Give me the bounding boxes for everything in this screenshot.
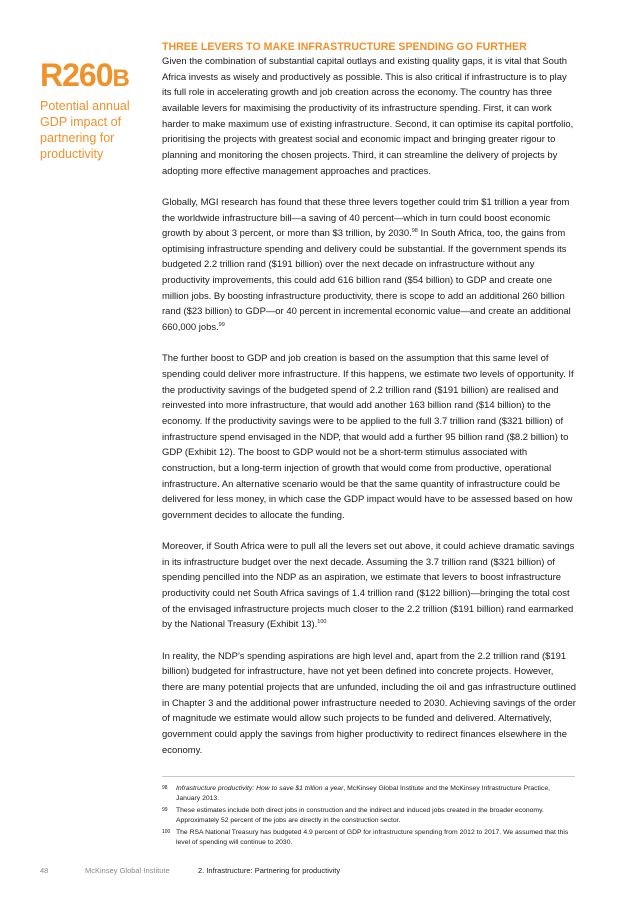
- footnote-ref-99: 99: [218, 322, 225, 329]
- paragraph-4: [162, 539, 576, 633]
- footnote-divider: [162, 776, 575, 777]
- callout-caption: Potential annual GDP impact of partnering for productivity: [40, 99, 130, 161]
- footnote-number: 100: [162, 828, 171, 835]
- paragraph-2-part-1: Globally, MGI research has found that these three levers together could trim $1 trillion a year from the worldwide infrastructure bill—a saving of 40 percent—which in turn could boost economic growth by about 3 percent, or more than $3 trillion, by 2030.: [162, 196, 570, 240]
- footer-organization: McKinsey Global Institute: [85, 866, 170, 875]
- paragraph-5: In reality, the NDP’s spending aspirations are high level and, apart from the 2.2 trillion rand ($191 billion) budgeted for infrastructure, have not yet been defined into concrete projects. However, there are many potential projects that are unfunded, including the oil and gas infrastructure outlined in Chapter 3 and the additional power infrastructure needed to 2030. Achieving savings of the order of magnitude we estimate would allow such projects to be funded and delivered. Alternatively, government could apply the savings from higher productivity to redirect finances elsewhere in the economy.: [162, 650, 576, 756]
- footnote-number: 98: [162, 785, 168, 791]
- section-heading: THREE LEVERS TO MAKE INFRASTRUCTURE SPENDING GO FURTHER: [162, 41, 527, 53]
- footnote-98: [162, 784, 576, 805]
- callout-value: R260: [40, 57, 113, 93]
- footnote-99: [162, 806, 576, 827]
- footnote-text: These estimates include both direct jobs in construction and the indirect and induced jobs created in the broader economy. Approximately 52 percent of the jobs are directly in the construction sector.: [176, 806, 544, 825]
- footnote-text: , McKinsey Global Institute and the McKinsey Infrastructure Practice, January 2013.: [176, 785, 550, 803]
- paragraph-2-part-2: In South Africa, too, the gains from optimising infrastructure spending and delivery could be substantial. If the government spends its budgeted 2.2 trillion rand ($191 billion) over the next decade on infrastructure without any productivity improvements, this could add 616 billion rand ($54 billion) to GDP and create one million jobs. By boosting infrastructure productivity, there is scope to add an additional 260 billion rand ($23 billion) to GDP—or 40 percent in incremental economic value—and create an additional 660,000 jobs.: [162, 228, 571, 334]
- paragraph-1: Given the combination of substantial capital outlays and existing quality gaps, it is vital that South Africa invests as wisely and productively as possible. This is also critical if infrastructure is to play its full role in accelerating growth and job creation across the economy. The country has three available levers for maximising the productivity of its infrastructure spending. First, it can work harder to make maximum use of existing infrastructure. Second, it can optimise its capital portfolio, prioritising the projects with greatest social and economic impact and bringing greater rigour to planning and monitoring the chosen projects. Third, it can streamline the delivery of projects by adopting more effective management approaches and practices.: [162, 56, 574, 177]
- main-content: [162, 40, 576, 774]
- sidebar-callout: [40, 58, 150, 162]
- callout-figure: [40, 58, 150, 96]
- footnote-ref-98: 98: [411, 228, 418, 235]
- footnote-text: The RSA National Treasury has budgeted 4.9 percent of GDP for infrastructure spending from 2012 to 2017. We assumed that this level of spending will continue to 2030.: [176, 828, 569, 847]
- page-number: 48: [40, 866, 49, 875]
- footnote-ref-100: 100: [317, 619, 327, 626]
- paragraph-4-text: Moreover, if South Africa were to pull all the levers set out above, it could achieve dramatic savings in its infrastructure budget over the next decade. Assuming the 3.7 trillion rand ($321 billion) of spending pencilled into the NDP as an aspiration, we estimate that levers to boost infrastructure productivity could net South Africa savings of 1.4 trillion rand ($122 billion)—bringing the total cost of the envisaged infrastructure projects much closer to the 2.2 trillion ($191 billion) rand earmarked by the National Treasury (Exhibit 13).: [162, 541, 575, 631]
- paragraph-3: The further boost to GDP and job creation is based on the assumption that this same level of spending could deliver more infrastructure. If this happens, we estimate two levels of opportunity. If the productivity savings of the budgeted spend of 2.2 trillion rand ($191 billion) are realised and reinvested into more infrastructure, that would add another 163 billion rand ($14 billion) to the economy. If the productivity savings were to be applied to the full 3.7 trillion rand ($321 billion) of infrastructure spend envisaged in the NDP, that would add a further 95 billion rand ($8.2 billion) to GDP (Exhibit 12). The boost to GDP would not be a short-term stimulus associated with construction, but a long-term injection of growth that would come from productive, operational infrastructure. An alternative scenario would be that the same quantity of infrastructure could be delivered for less money, in which case the GDP impact would have to be assessed based on how government decides to allocate the funding.: [162, 353, 574, 521]
- footnote-number: 99: [162, 806, 168, 813]
- footer-chapter: 2. Infrastructure: Partnering for productivity: [198, 866, 341, 875]
- footnote-100: [162, 828, 576, 849]
- callout-unit: B: [112, 65, 129, 92]
- footnotes: [162, 784, 576, 849]
- paragraph-2: [162, 195, 576, 336]
- footnote-title: Infrastructure productivity: How to save $1 trillion a year: [176, 785, 344, 792]
